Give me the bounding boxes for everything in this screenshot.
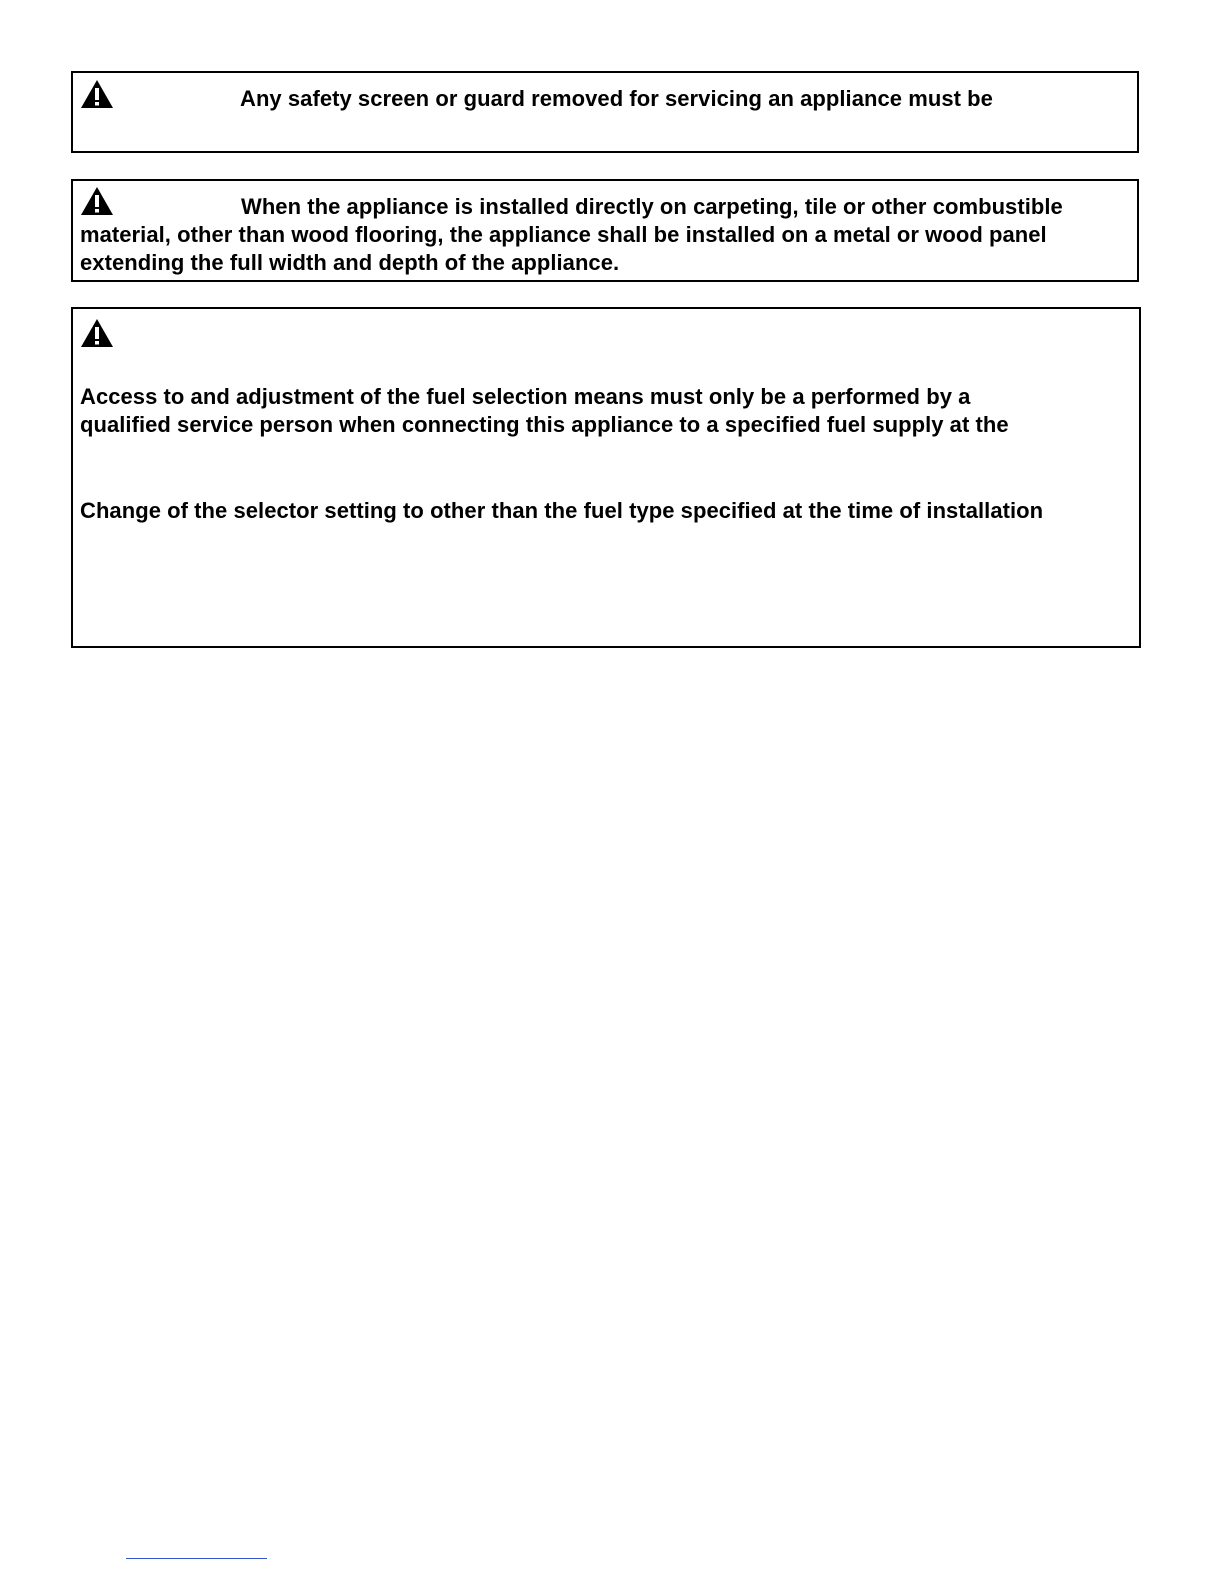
warning-text-line: Access to and adjustment of the fuel selection means must only be a performed by a: [80, 384, 971, 409]
warning-box-safety-screen: [71, 71, 1139, 153]
warning-text-line: qualified service person when connecting this appliance to a specified fuel supply at the: [80, 412, 1009, 437]
warning-box-fuel-selection: [71, 307, 1141, 648]
warning-text-line: Any safety screen or guard removed for servicing an appliance must be: [240, 86, 993, 111]
warning-text-line: material, other than wood flooring, the appliance shall be installed on a metal or wood panel: [80, 222, 1047, 247]
warning-text-line: When the appliance is installed directly on carpeting, tile or other combustible: [241, 194, 1063, 219]
warning-triangle-icon: [80, 186, 114, 216]
warning-box-floor-installation: [71, 179, 1139, 282]
warning-triangle-icon: [80, 318, 114, 348]
warning-text-line: Change of the selector setting to other than the fuel type specified at the time of installation: [80, 498, 1044, 523]
warning-text-line: extending the full width and depth of the appliance.: [80, 250, 620, 275]
footnote-separator: [126, 1558, 267, 1559]
warning-triangle-icon: [80, 79, 114, 109]
